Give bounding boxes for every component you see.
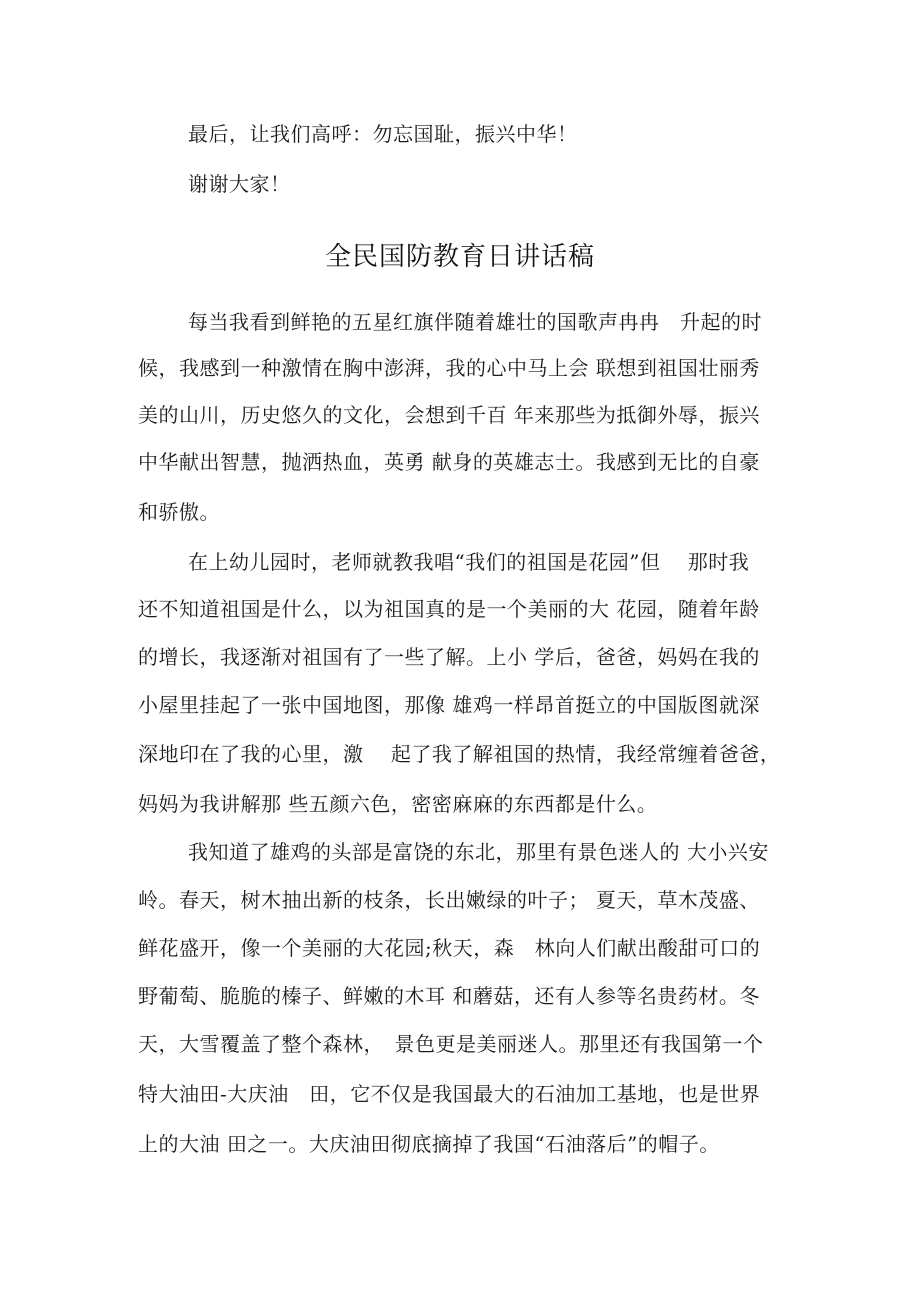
paragraph-2-line-1: 在上幼儿园时，老师就教我唱“我们的祖国是花园”但 那时我 [188,550,750,574]
paragraph-2-line-6: 妈妈为我讲解那 些五颜六色，密密麻麻的东西都是什么。 [138,792,658,816]
paragraph-2-line-5: 深地印在了我的心里，激 起了我了解祖国的热情，我经常缠着爸爸， [138,742,781,766]
paragraph-3-line-1: 我知道了雄鸡的头部是富饶的东北，那里有景色迷人的 大小兴安 [188,840,769,864]
paragraph-3-line-4: 野葡萄、脆脆的榛子、鲜嫩的木耳 和蘑菇，还有人参等名贵药材。冬 [138,984,760,1008]
closing-line-1: 最后，让我们高呼：勿忘国耻，振兴中华！ [188,122,578,146]
paragraph-2-line-4: 小屋里挂起了一张中国地图，那像 雄鸡一样昂首挺立的中国版图就深 [138,693,760,717]
closing-line-2: 谢谢大家！ [188,172,291,196]
paragraph-3-line-3: 鲜花盛开，像一个美丽的大花园;秋天，森 林向人们献出酸甜可口的 [138,936,761,960]
paragraph-1-line-3: 美的山川，历史悠久的文化，会想到千百 年来那些为抵御外辱，振兴 [138,403,760,427]
paragraph-3-line-7: 上的大油 田之一。大庆油田彻底摘掉了我国“石油落后”的帽子。 [138,1132,720,1156]
paragraph-2-line-3: 的增长，我逐渐对祖国有了一些了解。上小 学后，爸爸，妈妈在我的 [138,645,760,669]
paragraph-1-line-2: 候，我感到一种激情在胸中澎湃，我的心中马上会 联想到祖国壮丽秀 [138,356,760,380]
paragraph-1-line-1: 每当我看到鲜艳的五星红旗伴随着雄壮的国歌声冉冉 升起的时 [188,310,762,334]
paragraph-3-line-2: 岭。春天，树木抽出新的枝条，长出嫩绿的叶子； 夏天，草木茂盛、 [138,888,760,912]
paragraph-1-line-4: 中华献出智慧，抛洒热血，英勇 献身的英雄志士。我感到无比的自豪 [138,450,760,474]
paragraph-3-line-5: 天，大雪覆盖了整个森林， 景色更是美丽迷人。那里还有我国第一个 [138,1032,764,1056]
document-title: 全民国防教育日讲话稿 [324,242,595,272]
paragraph-2-line-2: 还不知道祖国是什么，以为祖国真的是一个美丽的大 花园，随着年龄 [138,597,760,621]
paragraph-1-line-5: 和骄傲。 [138,500,220,524]
paragraph-3-line-6: 特大油田-大庆油 田，它不仅是我国最大的石油加工基地，也是世界 [138,1082,761,1106]
